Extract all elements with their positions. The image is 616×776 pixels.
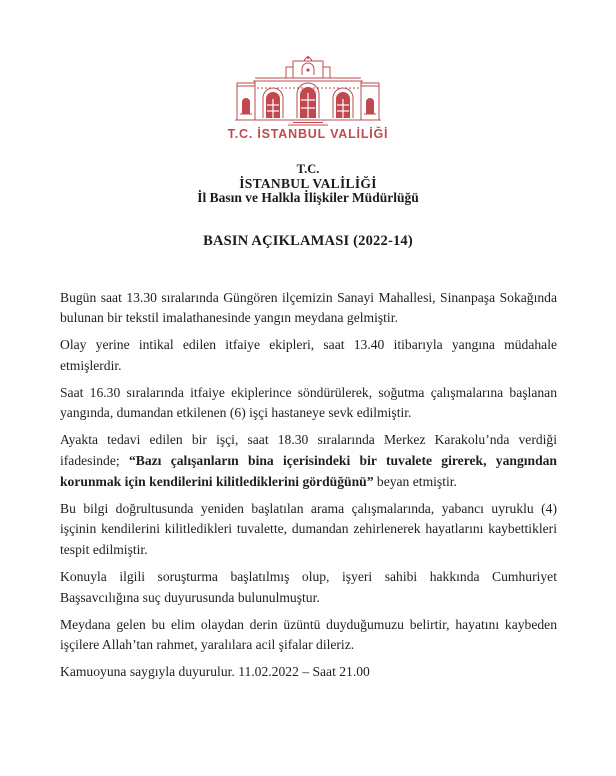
paragraph-4 bbox=[60, 430, 557, 492]
logo-caption: T.C. İSTANBUL VALİLİĞİ bbox=[227, 127, 389, 141]
paragraph-2 bbox=[60, 335, 557, 377]
press-release-body bbox=[60, 288, 557, 684]
paragraph-text: beyan etmiştir. bbox=[373, 473, 457, 489]
letterhead-tc: T.C. bbox=[296, 162, 320, 176]
istanbul-governorship-building-icon bbox=[233, 52, 383, 126]
paragraph-text: Saat 16.30 sıralarında itfaiye ekiplerince söndürülerek, soğutma çalışmalarına başlanan yangında, dumandan etkilenen (6) işçi hastaneye sevk edilmiştir. bbox=[60, 384, 557, 421]
paragraph-6 bbox=[60, 567, 557, 609]
paragraph-7 bbox=[60, 615, 557, 657]
paragraph-text: Olay yerine intikal edilen itfaiye ekipleri, saat 13.40 itibarıyla yangına müdahale etmişlerdir. bbox=[60, 337, 557, 373]
letterhead bbox=[0, 162, 616, 206]
press-release-title: BASIN AÇIKLAMASI (2022-14) bbox=[203, 232, 413, 249]
logo-block bbox=[0, 52, 616, 141]
closing-text: Kamuoyuna saygıyla duyurulur. 11.02.2022 – Saat 21.00 bbox=[60, 664, 370, 680]
paragraph-5 bbox=[60, 499, 557, 561]
paragraph-text: Meydana gelen bu elim olaydan derin üzüntü duyduğumuzu belirtir, hayatını kaybeden işçilere Allah’tan rahmet, yaralılara acil şifalar dileriz. bbox=[60, 616, 557, 653]
letterhead-department: İl Basın ve Halkla İlişkiler Müdürlüğü bbox=[197, 190, 419, 205]
paragraph-1 bbox=[60, 288, 557, 330]
paragraph-text: Ayakta tedavi edilen bir işçi, saat 18.30 sıralarında Merkez Karakolu’nda verdiği ifadesinde; bbox=[60, 432, 557, 469]
paragraph-3 bbox=[60, 383, 557, 425]
paragraph-text: Bu bilgi doğrultusunda yeniden başlatılan arama çalışmalarında, yabancı uyruklu (4) işçinin kendilerini kilitledikleri tuvalette, dumandan zehirlenerek hayatlarını kaybettikleri tespit edilmiştir. bbox=[60, 500, 557, 558]
paragraph-text: Konuyla ilgili soruşturma başlatılmış olup, işyeri sahibi hakkında Cumhuriyet Başsavcılığına suç duyurusunda bulunulmuştur. bbox=[60, 569, 557, 605]
closing-line bbox=[60, 662, 557, 683]
paragraph-text: Bugün saat 13.30 sıralarında Güngören ilçemizin Sanayi Mahallesi, Sinanpaşa Sokağında bulunan bir tekstil imalathanesinde yangın meydana gelmiştir. bbox=[60, 289, 557, 326]
paragraph-quote-bold: “Bazı çalışanların bina içerisindeki bir tuvalete girerek, yangından korunmak için kendilerini kilitlediklerini gördüğünü” bbox=[60, 453, 557, 489]
letterhead-governorship: İSTANBUL VALİLİĞİ bbox=[239, 175, 377, 191]
